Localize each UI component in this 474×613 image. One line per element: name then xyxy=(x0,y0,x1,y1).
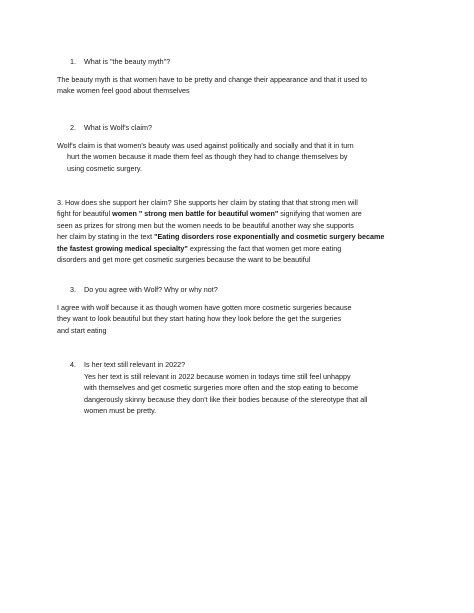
answer-text: fight for beautiful xyxy=(57,209,113,219)
question-text: Is her text still relevant in 2022? xyxy=(84,360,186,369)
answer-line xyxy=(57,197,384,208)
question-answer-3 xyxy=(57,197,384,265)
answer-3b xyxy=(57,302,351,336)
answer-line xyxy=(57,231,384,242)
answer-1 xyxy=(57,74,367,97)
quote-text: women " strong men battle for beautiful women" xyxy=(112,209,279,219)
question-4 xyxy=(70,359,185,370)
answer-text: expressing the fact that women get more eating xyxy=(187,243,342,253)
answer-line: disorders and get more get cosmetic surgeries because the want to be beautiful xyxy=(57,254,311,264)
answer-line: with themselves and get cosmetic surgeries more often and the stop eating to become xyxy=(84,383,359,393)
question-text: What is Wolf's claim? xyxy=(84,123,152,132)
question-number: 4. xyxy=(70,360,76,369)
question-number: 2. xyxy=(70,123,76,132)
answer-line xyxy=(57,208,384,219)
question-2 xyxy=(70,122,152,133)
answer-4 xyxy=(84,371,367,417)
question-number: 1. xyxy=(70,57,76,66)
answer-line: they want to look beautiful but they start hating how they look before the get the surgeries xyxy=(57,314,342,324)
question-3b xyxy=(70,284,218,295)
answer-2 xyxy=(57,140,354,174)
answer-text: signifying that women are xyxy=(278,209,362,219)
answer-line: seen as prizes for strong men but the women needs to be beautiful another way she supports xyxy=(57,220,354,230)
answer-line: women must be pretty. xyxy=(84,406,157,416)
answer-text: her claim by stating in the text xyxy=(57,232,155,242)
answer-line xyxy=(57,243,384,254)
answer-line: The beauty myth is that women have to be pretty and change their appearance and that it used to xyxy=(57,75,368,84)
answer-line: and start eating xyxy=(57,325,107,335)
quote-text: "Eating disorders rose exponentially and cosmetic surgery became xyxy=(154,232,385,242)
answer-line: hurt the women because it made them feel as though they had to change themselves by xyxy=(67,152,348,162)
answer-line: using cosmetic surgery. xyxy=(67,163,142,173)
question-text: What is "the beauty myth"? xyxy=(84,57,171,66)
question-1 xyxy=(70,56,170,67)
answer-line: make women feel good about themselves xyxy=(57,86,190,96)
answer-line: I agree with wolf because it as though women have gotten more cosmetic surgeries because xyxy=(57,303,352,312)
quote-text: the fastest growing medical specialty" xyxy=(57,243,188,253)
question-number: 3. xyxy=(57,198,63,207)
answer-line: Yes her text is still relevant in 2022 because women in todays time still feel unhappy xyxy=(84,372,351,381)
question-text: Do you agree with Wolf? Why or why not? xyxy=(84,285,218,294)
question-text: How does she support her claim? She supports her claim by stating that that strong men will xyxy=(65,198,358,207)
answer-line: Wolf's claim is that women's beauty was used against politically and socially and that it in turn xyxy=(57,141,354,150)
answer-line: dangerously skinny because they don't like their bodies because of the stereotype that all xyxy=(84,394,368,404)
question-number: 3. xyxy=(70,285,76,294)
